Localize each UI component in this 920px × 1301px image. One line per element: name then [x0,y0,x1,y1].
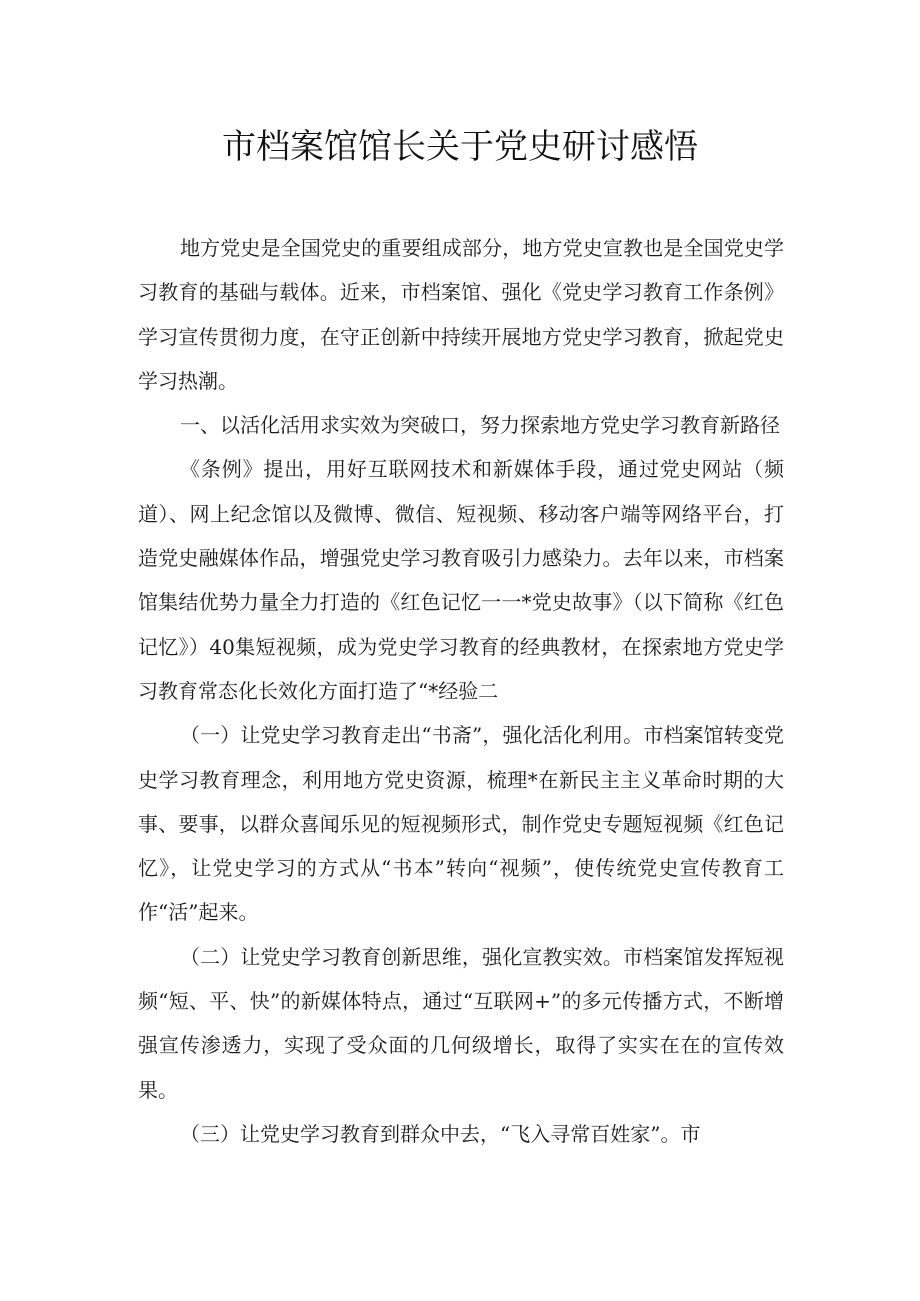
paragraph-point-one: （一）让党史学习教育走出“书斋”，强化活化利用。市档案馆转变党史学习教育理念，利用地方党史资源，梳理*在新民主主义革命时期的大事、要事，以群众喜闻乐见的短视频形式，制作党史专题短视频《红色记忆》，让党史学习的方式从“书本”转向“视频”，使传统党史宣传教育工作“活”起来。 [138,723,784,925]
paragraph-intro: 地方党史是全国党史的重要组成部分，地方党史宣教也是全国党史学习教育的基础与载体。近来，市档案馆、强化《党史学习教育工作条例》学习宣传贯彻力度，在守正创新中持续开展地方党史学习教育，掀起党史学习热潮。 [138,236,784,393]
paragraph-regulation: 《条例》提出，用好互联网技术和新媒体手段，通过党史网站（频道）、网上纪念馆以及微博、微信、短视频、移动客户端等网络平台，打造党史融媒体作品，增强党史学习教育吸引力感染力。去年以来，市档案馆集结优势力量全力打造的《红色记忆一一*党史故事》（以下简称《红色记忆》）40集短视频，成为党史学习教育的经典教材，在探索地方党史学习教育常态化长效化方面打造了“*经验二 [138,457,784,703]
section-heading-one: 一、以活化活用求实效为突破口，努力探索地方党史学习教育新路径 [180,413,780,438]
paragraph-point-two: （二）让党史学习教育创新思维，强化宣教实效。市档案馆发挥短视频“短、平、快”的新媒体特点，通过“互联网+”的多元传播方式，不断增强宣传渗透力，实现了受众面的几何级增长，取得了实实在在的宣传效果。 [138,944,784,1102]
paragraph-point-three: （三）让党史学习教育到群众中去，“飞入寻常百姓家”。市 [180,1121,701,1146]
document-body [138,226,784,1156]
document-title: 市档案馆馆长关于党史研讨感悟 [222,127,698,167]
